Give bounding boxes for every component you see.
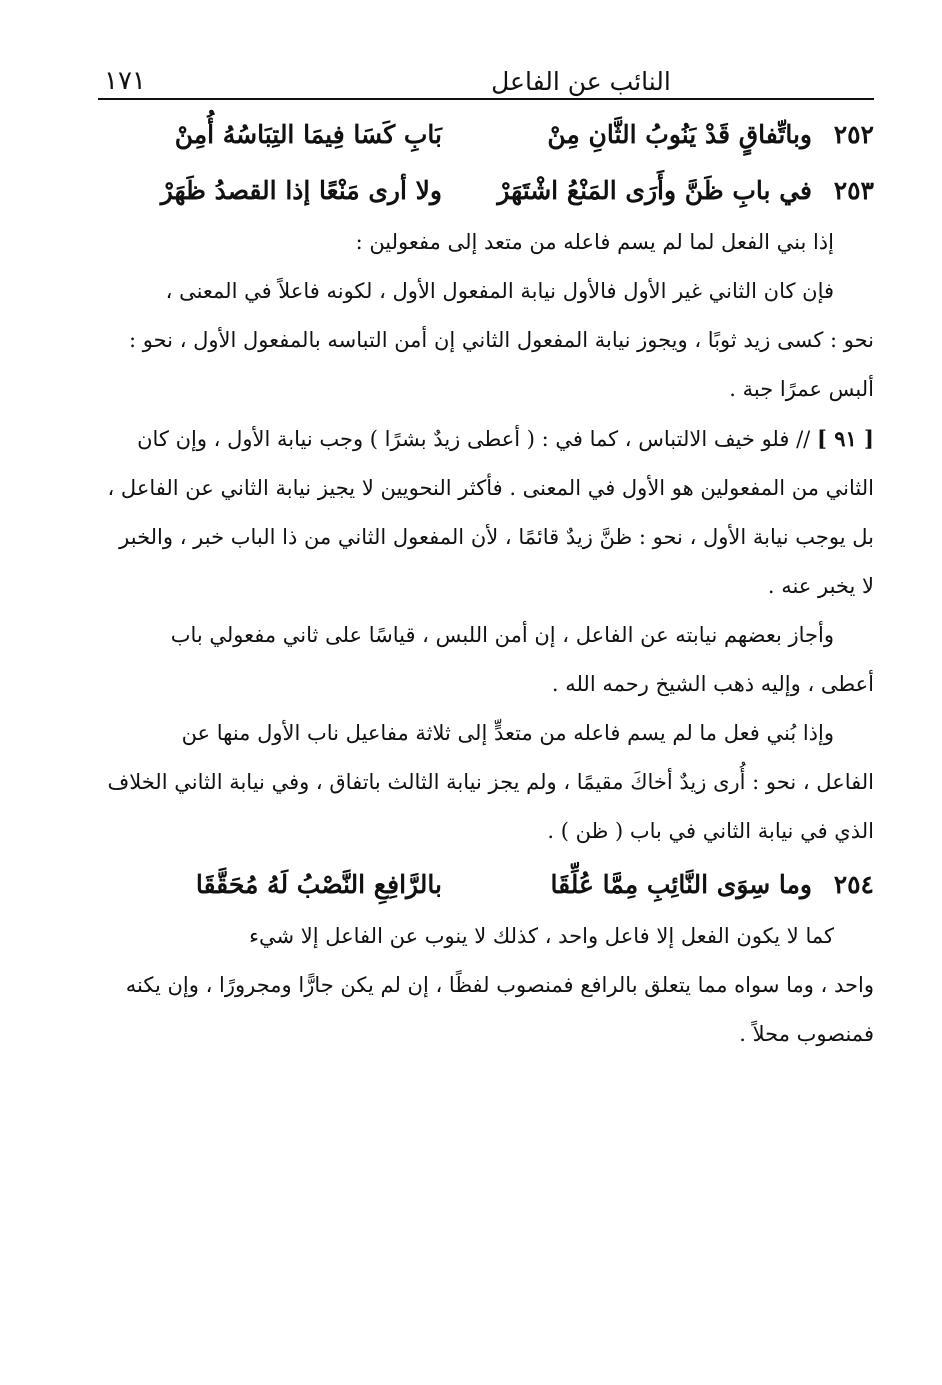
verse-254 <box>98 856 874 912</box>
chapter-title: النائب عن الفاعل <box>491 67 671 96</box>
verse-second-half: ولا أرى مَنْعًا إذا القصدُ ظَهَرْ <box>160 175 442 205</box>
paragraph-3 <box>98 611 874 709</box>
verse-second-half: بَابِ كَسَا فِيمَا التِبَاسُهُ أُمِنْ <box>174 119 442 149</box>
text-line: الثاني من المفعولين هو الأول في المعنى . فأكثر النحويين لا يجيز نيابة الثاني عن الفاعل ، <box>107 476 874 500</box>
page-number: ١٧١ <box>104 66 146 96</box>
verse-number: ٢٥٢ <box>833 119 874 149</box>
verse-252 <box>98 106 874 162</box>
text-line: // فلو خيف الالتباس ، كما في : ( أعطى زيدٌ بشرًا ) وجب نيابة الأول ، وإن كان <box>137 427 811 451</box>
page-reference: [ ٩١ ] <box>816 426 874 451</box>
text-line: ألبس عمرًا جبة . <box>729 377 874 401</box>
text-line: وإذا بُني فعل ما لم يسم فاعله من متعدٍّ إلى ثلاثة مفاعيل ناب الأول منها عن <box>181 721 834 745</box>
verse-second-half: بالرَّافِعِ النَّصْبُ لَهُ مُحَقَّقَا <box>195 869 442 899</box>
text-line: لا يخبر عنه . <box>767 574 874 598</box>
paragraph-5 <box>98 912 874 1059</box>
text-line: واحد ، وما سواه مما يتعلق بالرافع فمنصوب لفظًا ، إن لم يكن جارًّا ومجرورًا ، وإن يكنه <box>125 973 874 997</box>
text-line: أعطى ، وإليه ذهب الشيخ رحمه الله . <box>551 672 874 696</box>
text-line: بل يوجب نيابة الأول ، نحو : ظنَّ زيدٌ قائمًا ، لأن المفعول الثاني من ذا الباب خبر ، والخبر <box>119 525 874 549</box>
paragraph-2 <box>98 414 874 611</box>
text-line: الفاعل ، نحو : أُرى زيدٌ أخاكَ مقيمًا ، ولم يجز نيابة الثالث باتفاق ، وفي نيابة الثاني الخلاف <box>107 770 874 794</box>
book-page <box>98 56 874 1059</box>
verse-253 <box>98 162 874 218</box>
verse-number: ٢٥٤ <box>833 869 874 899</box>
intro-line: إذا بني الفعل لما لم يسم فاعله من متعد إلى مفعولين : <box>355 230 834 254</box>
page-header <box>98 56 874 100</box>
verse-first-half: وما سِوَى النَّائِبِ مِمَّا عُلِّقَا <box>550 869 812 899</box>
paragraph-1 <box>98 267 874 414</box>
text-line: وأجاز بعضهم نيابته عن الفاعل ، إن أمن اللبس ، قياسًا على ثاني مفعولي باب <box>170 623 834 647</box>
text-line: نحو : كسى زيد ثوبًا ، ويجوز نيابة المفعول الثاني إن أمن التباسه بالمفعول الأول ، نحو : <box>129 328 874 352</box>
text-line: الذي في نيابة الثاني في باب ( ظن ) . <box>547 819 874 843</box>
verse-first-half: وباتِّفاقٍ قَدْ يَنُوبُ الثَّانِ مِنْ <box>547 119 812 149</box>
text-line: فإن كان الثاني غير الأول فالأول نيابة المفعول الأول ، لكونه فاعلاً في المعنى ، <box>165 279 834 303</box>
text-line: كما لا يكون الفعل إلا فاعل واحد ، كذلك لا ينوب عن الفاعل إلا شيء <box>249 924 834 948</box>
verse-number: ٢٥٣ <box>833 175 874 205</box>
verse-first-half: في بابِ ظَنَّ وأَرَى المَنْعُ اشْتَهَرْ <box>497 175 812 205</box>
paragraph-4 <box>98 709 874 856</box>
text-line: فمنصوب محلاً . <box>739 1022 874 1046</box>
